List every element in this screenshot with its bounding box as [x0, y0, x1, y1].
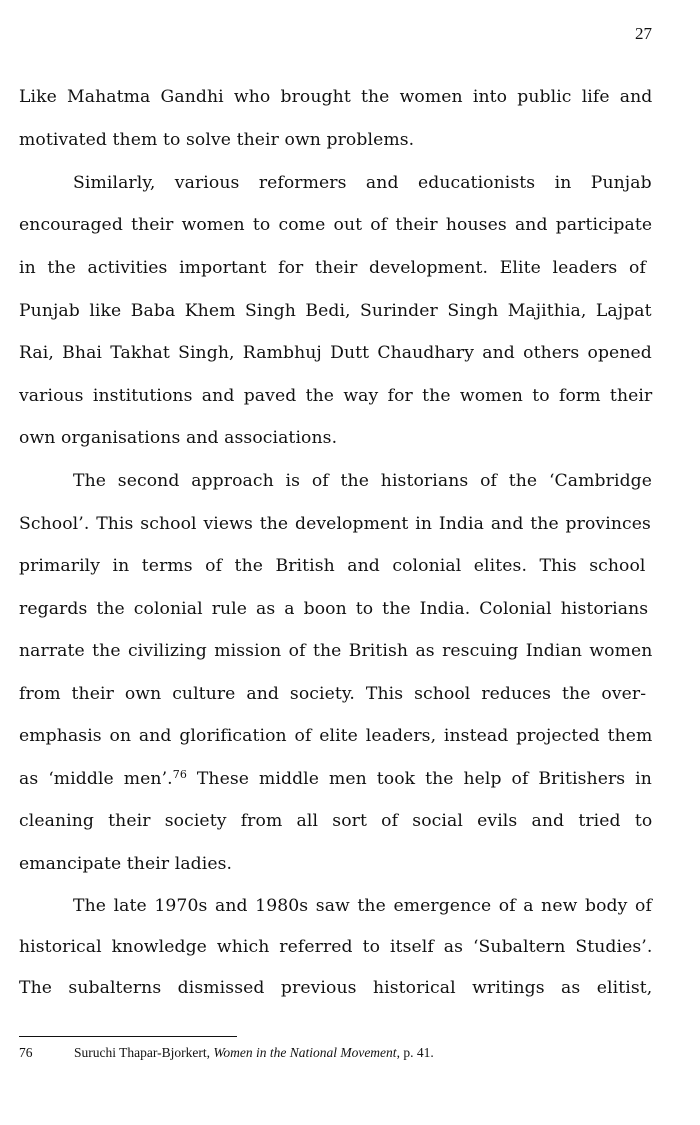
footnote-title: Women in the National Movement	[213, 1045, 397, 1060]
footnote	[19, 1045, 434, 1061]
text-line: The second approach is of the historians of the ‘Cambridge	[73, 471, 653, 491]
text-line: encouraged their women to come out of their houses and participate	[19, 215, 653, 235]
text-segment: as ‘middle men’.	[19, 769, 173, 789]
text-line: Punjab like Baba Khem Singh Bedi, Surinder Singh Majithia, Lajpat	[19, 301, 652, 321]
text-line: in the activities important for their development. Elite leaders of	[19, 258, 646, 278]
footnote-author: Suruchi Thapar-Bjorkert,	[74, 1045, 214, 1060]
text-line: The subalterns dismissed previous historical writings as elitist,	[19, 978, 653, 998]
text-line	[19, 768, 652, 790]
text-line: historical knowledge which referred to itself as ‘Subaltern Studies’.	[19, 937, 653, 957]
text-line: Like Mahatma Gandhi who brought the women into public life and	[19, 87, 653, 107]
text-line: own organisations and associations.	[19, 428, 338, 448]
text-segment: These middle men took the help of Britishers in	[186, 769, 652, 789]
text-line: various institutions and paved the way for the women to form their	[19, 386, 653, 406]
text-line: narrate the civilizing mission of the British as rescuing Indian women	[19, 641, 653, 661]
page-number: 27	[635, 24, 652, 43]
text-line: primarily in terms of the British and colonial elites. This school	[19, 556, 646, 576]
text-line: The late 1970s and 1980s saw the emergence of a new body of	[73, 896, 652, 916]
footnote-rule	[19, 1036, 237, 1037]
text-line: cleaning their society from all sort of social evils and tried to	[19, 811, 653, 831]
text-line: School’. This school views the development in India and the provinces	[19, 514, 651, 534]
text-line: emancipate their ladies.	[19, 854, 233, 874]
text-line: regards the colonial rule as a boon to the India. Colonial historians	[19, 599, 649, 619]
text-line: Rai, Bhai Takhat Singh, Rambhuj Dutt Chaudhary and others opened	[19, 343, 652, 363]
text-line: emphasis on and glorification of elite leaders, instead projected them	[19, 726, 653, 746]
text-line: motivated them to solve their own problems.	[19, 130, 415, 150]
footnote-reference[interactable]: 76	[172, 768, 187, 781]
text-line: from their own culture and society. This school reduces the over-	[19, 684, 647, 704]
footnote-number: 76	[19, 1045, 33, 1060]
footnote-suffix: , p. 41.	[396, 1045, 434, 1060]
text-line: Similarly, various reformers and educationists in Punjab	[73, 173, 652, 193]
